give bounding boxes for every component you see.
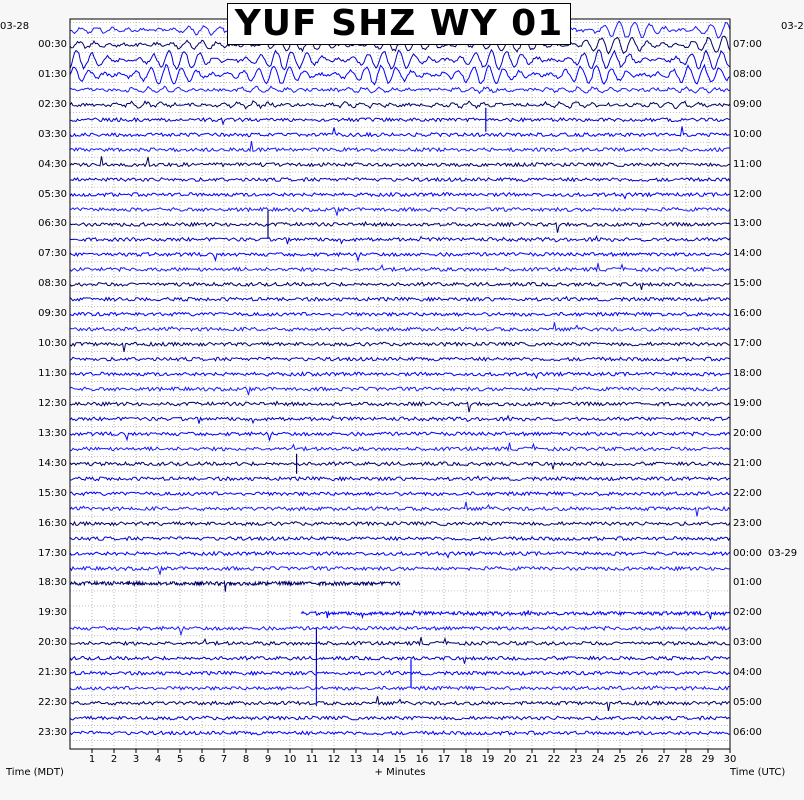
right-hour-label: 05:00 [733,697,762,709]
left-hour-label: 16:30 [38,517,67,529]
right-hour-label: 09:00 [733,98,762,110]
x-tick-label: 1 [88,754,96,765]
x-tick-label: 26 [635,754,649,765]
right-hour-label: 21:00 [733,457,762,469]
x-tick-label: 18 [459,754,473,765]
left-hour-label: 05:30 [38,188,67,200]
x-tick-label: 19 [481,754,495,765]
left-hour-label: 03:30 [38,128,67,140]
x-tick-label: 4 [154,754,162,765]
left-hour-label: 01:30 [38,68,67,80]
right-hour-label: 23:00 [733,517,762,529]
left-hour-label: 13:30 [38,427,67,439]
x-tick-label: 7 [220,754,228,765]
left-hour-label: 18:30 [38,577,67,589]
right-hour-label: 01:00 [733,577,762,589]
left-hour-label: 08:30 [38,278,67,290]
plot-area [70,19,730,749]
x-tick-label: 16 [415,754,429,765]
left-hour-label: 22:30 [38,697,67,709]
x-tick-label: 11 [305,754,319,765]
left-axis-title: Time (MDT) [6,767,64,778]
x-tick-label: 24 [591,754,605,765]
left-hour-label: 06:30 [38,218,67,230]
x-tick-label: 22 [547,754,561,765]
right-hour-label: 20:00 [733,427,762,439]
right-midnight-date-label: 03-29 [768,547,798,559]
right-hour-label: 06:00 [733,727,762,739]
right-hour-label: 22:00 [733,487,762,499]
right-hour-label: 16:00 [733,308,762,320]
x-tick-label: 20 [503,754,517,765]
left-hour-label: 12:30 [38,397,67,409]
x-axis-title: + Minutes [374,767,426,778]
left-hour-label: 23:30 [38,727,67,739]
left-hour-label: 02:30 [38,98,67,110]
right-date-label: 03-2 [781,21,804,32]
x-tick-label: 10 [283,754,297,765]
left-hour-label: 21:30 [38,667,67,679]
right-axis-title: Time (UTC) [730,767,786,778]
left-hour-label: 19:30 [38,607,67,619]
x-tick-label: 29 [701,754,715,765]
x-tick-label: 30 [723,754,737,765]
right-hour-label: 19:00 [733,397,762,409]
x-tick-label: 15 [393,754,407,765]
right-hour-label: 03:00 [733,637,762,649]
x-tick-label: 25 [613,754,627,765]
x-tick-label: 28 [679,754,693,765]
x-tick-label: 9 [264,754,272,765]
right-hour-label: 13:00 [733,218,762,230]
right-hour-label: 08:00 [733,68,762,80]
left-hour-label: 17:30 [38,547,67,559]
x-tick-label: 14 [371,754,385,765]
right-hour-label: 02:00 [733,607,762,619]
x-tick-label: 13 [349,754,363,765]
right-hour-label: 04:00 [733,667,762,679]
right-hour-label: 07:00 [733,38,762,50]
left-hour-label: 00:30 [38,38,67,50]
left-hour-label: 20:30 [38,637,67,649]
right-hour-label: 10:00 [733,128,762,140]
x-tick-label: 3 [132,754,140,765]
right-hour-label: 17:00 [733,338,762,350]
right-hour-label: 12:00 [733,188,762,200]
x-tick-label: 6 [198,754,206,765]
x-tick-label: 8 [242,754,250,765]
left-hour-label: 07:30 [38,248,67,260]
right-hour-label: 14:00 [733,248,762,260]
x-tick-label: 5 [176,754,184,765]
x-tick-label: 21 [525,754,539,765]
x-tick-label: 23 [569,754,583,765]
left-hour-label: 15:30 [38,487,67,499]
left-hour-label: 09:30 [38,308,67,320]
left-hour-label: 04:30 [38,158,67,170]
right-hour-label: 18:00 [733,368,762,380]
x-tick-label: 17 [437,754,451,765]
x-tick-label: 12 [327,754,341,765]
left-hour-label: 14:30 [38,457,67,469]
right-hour-label: 11:00 [733,158,762,170]
left-hour-label: 11:30 [38,368,67,380]
x-tick-label: 2 [110,754,118,765]
left-date-label: 03-28 [0,21,30,32]
right-hour-label: 15:00 [733,278,762,290]
chart-title: YUF SHZ WY 01 [227,3,571,45]
right-hour-label: 00:00 [733,547,762,559]
left-hour-label: 10:30 [38,338,67,350]
x-tick-label: 27 [657,754,671,765]
